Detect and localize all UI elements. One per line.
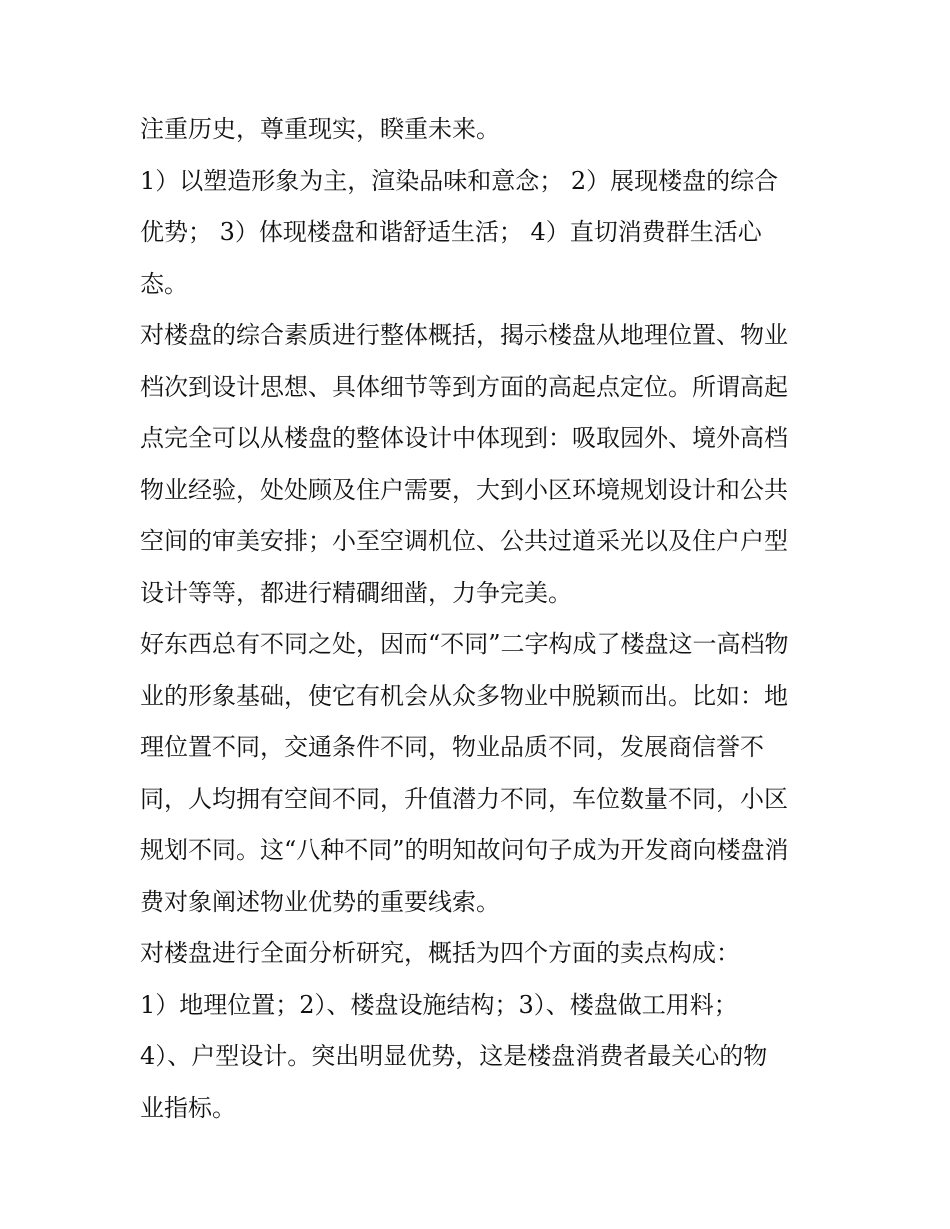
text-line: 4）、户型设计。突出明显优势，这是楼盘消费者最关心的物 — [140, 1042, 768, 1070]
text-line: 规划不同。这“八种不同”的明知故问句子成为开发商向楼盘消 — [140, 836, 789, 864]
text-line: 同，人均拥有空间不同，升值潜力不同，车位数量不同，小区 — [140, 784, 788, 813]
text-line: 点完全可以从楼盘的整体设计中体现到：吸取园外、境外高档 — [140, 424, 788, 452]
text-line: 注重历史，尊重现实，睽重未来。 — [140, 115, 500, 143]
text-line: 档次到设计思想、具体细节等到方面的高起点定位。所谓高起 — [140, 372, 788, 401]
text-line: 业指标。 — [140, 1093, 236, 1122]
text-line: 物业经验，处处顾及住户需要，大到小区环境规划设计和公共 — [140, 475, 788, 504]
text-line: 1）以塑造形象为主，渲染品味和意念； 2）展现楼盘的综合 — [140, 166, 779, 195]
text-line: 理位置不同，交通条件不同，物业品质不同，发展商信誉不 — [140, 733, 764, 761]
text-line: 优势； 3）体现楼盘和谐舒适生活； 4）直切消费群生活心 — [140, 218, 762, 246]
text-line: 1）地理位置；2）、楼盘设施结构；3）、楼盘做工用料； — [140, 990, 738, 1019]
text-line: 对楼盘的综合素质进行整体概括，揭示楼盘从地理位置、物业 — [140, 321, 788, 349]
text-line: 业的形象基础，使它有机会从众多物业中脱颖而出。比如：地 — [140, 681, 788, 710]
text-line: 空间的审美安排；小至空调机位、公共过道采光以及住户户型 — [140, 527, 788, 555]
text-line: 设计等等，都进行精磵细凿，力争完美。 — [140, 578, 572, 607]
document-body — [140, 104, 820, 1134]
text-line: 对楼盘进行全面分析研究，概括为四个方面的卖点构成： — [140, 939, 740, 967]
text-line: 费对象阐述物业优势的重要线索。 — [140, 887, 500, 916]
text-line: 态。 — [140, 269, 188, 298]
text-line: 好东西总有不同之处，因而“不同”二字构成了楼盘这一高档物 — [140, 630, 789, 658]
